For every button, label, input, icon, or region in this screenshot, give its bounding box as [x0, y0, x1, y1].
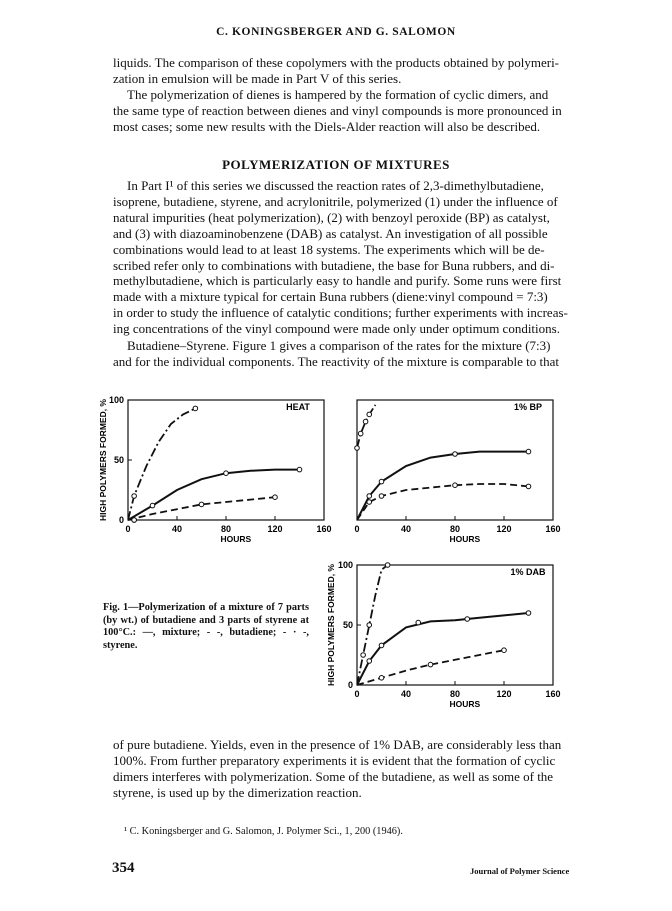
x-tick-label: 80	[220, 524, 232, 534]
y-tick-label: 100	[337, 560, 353, 570]
data-point-mixture	[526, 611, 531, 616]
data-point-mixture	[224, 471, 229, 476]
data-point-mixture	[379, 479, 384, 484]
data-point-styrene	[385, 563, 390, 568]
x-tick-label: 160	[545, 689, 561, 699]
chart-panel-bp	[354, 400, 560, 544]
data-point-styrene	[355, 446, 360, 451]
data-point-mixture	[379, 643, 384, 648]
x-tick-label: 120	[496, 524, 512, 534]
text-line: Butadiene–Styrene. Figure 1 gives a comparison of the rates for the mixture (7:3)	[127, 338, 551, 353]
y-axis-label: HIGH POLYMERS FORMED, %	[98, 398, 108, 522]
data-point-butadiene	[132, 518, 137, 523]
data-point-butadiene	[367, 500, 372, 505]
text-line: isoprene, butadiene, styrene, and acrylonitrile, polymerized (1) under the influence of	[113, 193, 558, 209]
series-line-mixture	[357, 452, 529, 520]
x-tick-label: 40	[171, 524, 183, 534]
text-line: 100%. From further preparatory experiments it is evident that the formation of cyclic	[113, 752, 556, 768]
text-line: The polymerization of dienes is hampered by the formation of cyclic dimers, and	[127, 87, 549, 102]
plot-frame	[357, 400, 553, 520]
running-head: C. KONINGSBERGER AND G. SALOMON	[216, 26, 456, 38]
series-line-styrene	[357, 405, 375, 448]
panel-label: 1% DAB	[510, 567, 546, 577]
data-point-mixture	[367, 494, 372, 499]
data-point-butadiene	[273, 495, 278, 500]
data-point-butadiene	[502, 648, 507, 653]
text-line: and (3) with diazoaminobenzene (DAB) as catalyst. An investigation of all possible	[113, 225, 548, 241]
text-line: natural impurities (heat polymerization), (2) with benzoyl peroxide (BP) as catalyst,	[113, 209, 550, 225]
panel-label: 1% BP	[513, 402, 543, 412]
data-point-butadiene	[379, 676, 384, 681]
chart-panel-dab	[326, 560, 561, 709]
section-heading: POLYMERIZATION OF MIXTURES	[222, 157, 450, 172]
text-line: methylbutadiene, which is particularly easy to handle and purify. Some runs were first	[113, 273, 562, 289]
text-line: dimers interferes with polymerization. Some of the butadiene, as well as some of the	[113, 768, 554, 784]
x-tick-label: 80	[449, 524, 461, 534]
subsection-paragraph	[113, 338, 595, 370]
plot-frame	[357, 565, 553, 685]
y-tick-label: 50	[113, 455, 124, 465]
data-point-butadiene	[199, 502, 204, 507]
data-point-mixture	[465, 617, 470, 622]
text-line: zation in emulsion will be made in Part V of this series.	[113, 70, 402, 86]
series-line-butadiene	[357, 650, 504, 685]
y-tick-label: 100	[108, 395, 124, 405]
data-point-styrene	[358, 431, 363, 436]
text-line: the same type of reaction between dienes and vinyl compounds is more pronounced in	[113, 102, 562, 118]
text-line: combinations would lead to at least 18 systems. The experiments which will be de-	[113, 241, 545, 257]
y-axis-label: HIGH POLYMERS FORMED, %	[326, 563, 336, 687]
series-line-butadiene	[357, 484, 529, 520]
x-tick-label: 160	[316, 524, 332, 534]
text-line: in order to study the influence of catalytic conditions; further experiments with increas-	[113, 305, 568, 321]
series-line-styrene	[128, 408, 195, 520]
x-axis-label: HOURS	[449, 699, 481, 709]
text-line: liquids. The comparison of these copolymers with the products obtained by polymeri-	[113, 55, 560, 70]
x-tick-label: 40	[400, 524, 412, 534]
x-tick-label: 120	[267, 524, 283, 534]
text-line: ing concentrations of the vinyl compound were made only under optimum conditions.	[113, 321, 560, 337]
data-point-butadiene	[453, 483, 458, 488]
x-axis-label: HOURS	[449, 534, 481, 544]
section-paragraph	[113, 178, 595, 337]
data-point-styrene	[367, 412, 372, 417]
data-point-styrene	[132, 494, 137, 499]
x-tick-label: 160	[545, 524, 561, 534]
data-point-mixture	[453, 452, 458, 457]
y-tick-label: 0	[347, 680, 353, 690]
data-point-styrene	[363, 419, 368, 424]
text-line: made with a mixture typical for certain Buna rubbers (diene:vinyl compound = 7:3)	[113, 289, 548, 305]
y-tick-label: 50	[342, 620, 353, 630]
figure-caption: Fig. 1—Polymerization of a mixture of 7 parts (by wt.) of butadiene and 3 parts of styrene at 100°C.: —, mixture; - -, butadiene; - · -, styrene.	[103, 602, 309, 651]
x-axis-label: HOURS	[220, 534, 252, 544]
x-tick-label: 0	[354, 689, 360, 699]
data-point-butadiene	[526, 484, 531, 489]
data-point-butadiene	[428, 662, 433, 667]
closing-paragraph	[113, 737, 595, 801]
x-tick-label: 120	[496, 689, 512, 699]
x-tick-label: 0	[354, 524, 360, 534]
text-line: of pure butadiene. Yields, even in the presence of 1% DAB, are considerably less than	[113, 737, 562, 752]
data-point-styrene	[361, 653, 366, 658]
data-point-styrene	[193, 406, 198, 411]
data-point-butadiene	[379, 494, 384, 499]
page-number: 354	[112, 860, 135, 876]
text-line: styrene, is used up by the dimerization reaction.	[113, 784, 362, 800]
data-point-mixture	[367, 659, 372, 664]
text-line: and for the individual components. The reactivity of the mixture is comparable to that	[113, 353, 559, 369]
figure-1	[0, 380, 672, 720]
x-tick-label: 40	[400, 689, 412, 699]
intro-paragraph	[113, 55, 595, 87]
data-point-styrene	[367, 623, 372, 628]
journal-name: Journal of Polymer Science	[470, 866, 570, 876]
x-tick-label: 0	[125, 524, 131, 534]
panel-label: HEAT	[286, 402, 310, 412]
series-line-butadiene	[128, 497, 275, 520]
footnote: ¹ C. Koningsberger and G. Salomon, J. Polymer Sci., 1, 200 (1946).	[124, 826, 403, 837]
text-line: scribed refer only to combinations with butadiene, the base for Buna rubbers, and di-	[113, 257, 555, 273]
y-tick-label: 0	[118, 515, 124, 525]
data-point-mixture	[150, 503, 155, 508]
data-point-mixture	[297, 467, 302, 472]
text-line: In Part I¹ of this series we discussed the reaction rates of 2,3-dimethylbutadiene,	[127, 178, 544, 193]
intro-paragraph-2	[113, 87, 595, 135]
data-point-mixture	[526, 449, 531, 454]
data-point-mixture	[416, 620, 421, 625]
text-line: most cases; some new results with the Diels-Alder reaction will also be described.	[113, 118, 541, 134]
series-line-styrene	[357, 565, 388, 685]
chart-panel-heat	[98, 395, 332, 544]
x-tick-label: 80	[449, 689, 461, 699]
